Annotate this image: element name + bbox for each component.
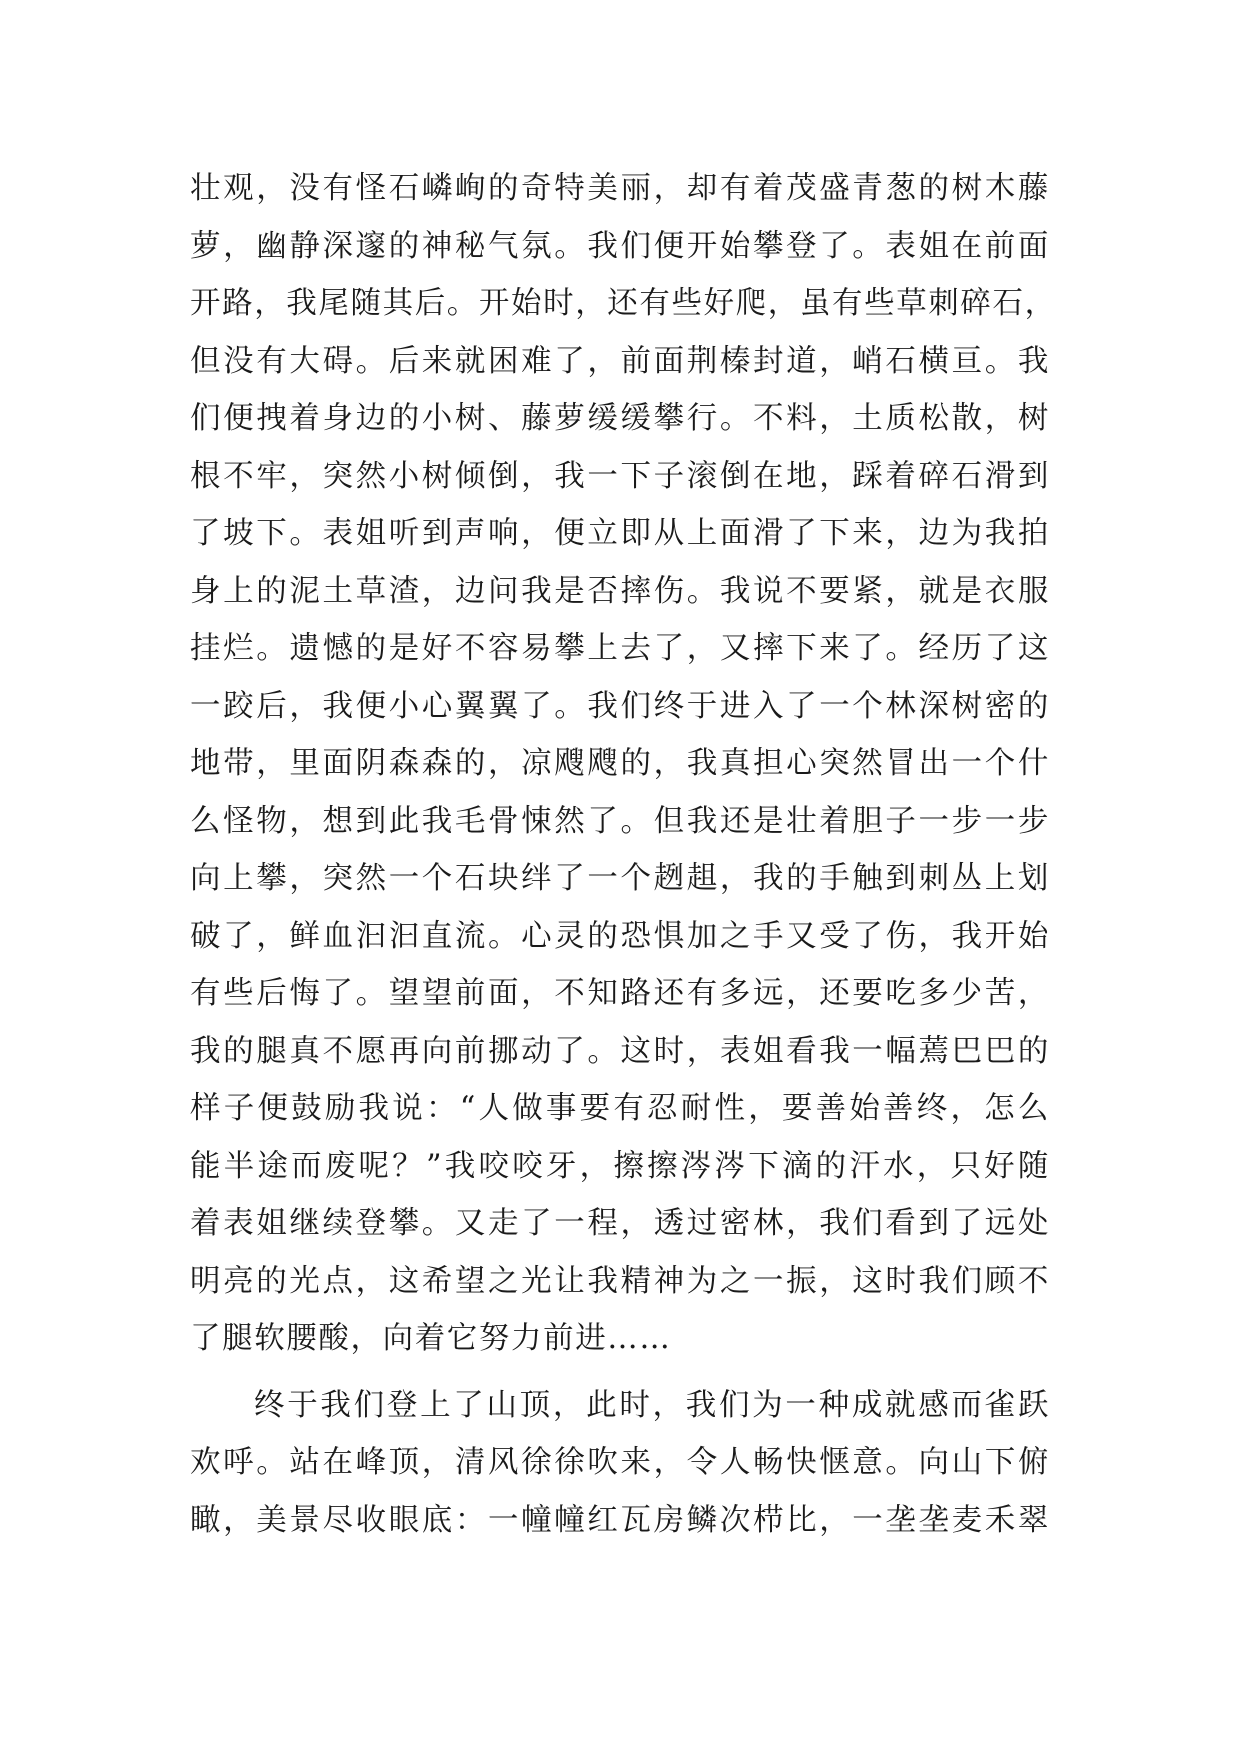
text-line: 了坡下。表姐听到声响，便立即从上面滑了下来，边为我拍: [190, 516, 1050, 551]
text-line: 壮观，没有怪石嶙峋的奇特美丽，却有着茂盛青葱的树木藤: [190, 171, 1050, 206]
text-line: 破了，鲜血汩汩直流。心灵的恐惧加之手又受了伤，我开始: [190, 918, 1050, 954]
text-line: 根不牢，突然小树倾倒，我一下子滚倒在地，踩着碎石滑到: [190, 458, 1050, 494]
text-line: 了腿软腰酸，向着它努力前进……: [190, 1321, 672, 1356]
text-line: 瞰，美景尽收眼底：一幢幢红瓦房鳞次栉比，一垄垄麦禾翠: [190, 1502, 1050, 1538]
text-line: 么怪物，想到此我毛骨悚然了。但我还是壮着胆子一步一步: [190, 803, 1050, 839]
text-line: 地带，里面阴森森的，凉飕飕的，我真担心突然冒出一个什: [190, 746, 1050, 781]
text-line: 们便拽着身边的小树、藤萝缓缓攀行。不料，土质松散，树: [190, 401, 1050, 436]
paragraph-1: [190, 160, 1057, 1368]
text-line: 但没有大碍。后来就困难了，前面荆榛封道，峭石横亘。我: [190, 343, 1050, 379]
text-line: 一跤后，我便小心翼翼了。我们终于进入了一个林深树密的: [190, 688, 1050, 724]
text-line: 明亮的光点，这希望之光让我精神为之一振，这时我们顾不: [190, 1263, 1050, 1299]
text-line: 欢呼。站在峰顶，清风徐徐吹来，令人畅快惬意。向山下俯: [190, 1445, 1050, 1480]
text-line: 身上的泥土草渣，边问我是否摔伤。我说不要紧，就是衣服: [190, 573, 1050, 609]
text-line: 能半途而废呢？”我咬咬牙，擦擦涔涔下滴的汗水，只好随: [190, 1148, 1050, 1184]
paragraph-spacing: [190, 1368, 1050, 1377]
paragraph-2: [190, 1377, 1050, 1550]
text-line: 向上攀，突然一个石块绊了一个趔趄，我的手触到刺丛上划: [190, 861, 1050, 896]
text-line: 样子便鼓励我说：“人做事要有忍耐性，要善始善终，怎么: [190, 1091, 1050, 1126]
body-text: [190, 160, 1057, 1549]
text-line: 挂烂。遗憾的是好不容易攀上去了，又摔下来了。经历了这: [190, 631, 1050, 666]
text-line: 萝，幽静深邃的神秘气氛。我们便开始攀登了。表姐在前面: [190, 228, 1050, 264]
text-line: 有些后悔了。望望前面，不知路还有多远，还要吃多少苦，: [190, 976, 1050, 1011]
text-line: 开路，我尾随其后。开始时，还有些好爬，虽有些草刺碎石，: [190, 286, 1057, 321]
text-line: 终于我们登上了山顶，此时，我们为一种成就感而雀跃: [254, 1387, 1050, 1423]
text-line: 着表姐继续登攀。又走了一程，透过密林，我们看到了远处: [190, 1206, 1050, 1241]
text-line: 我的腿真不愿再向前挪动了。这时，表姐看我一幅蔫巴巴的: [190, 1033, 1050, 1069]
